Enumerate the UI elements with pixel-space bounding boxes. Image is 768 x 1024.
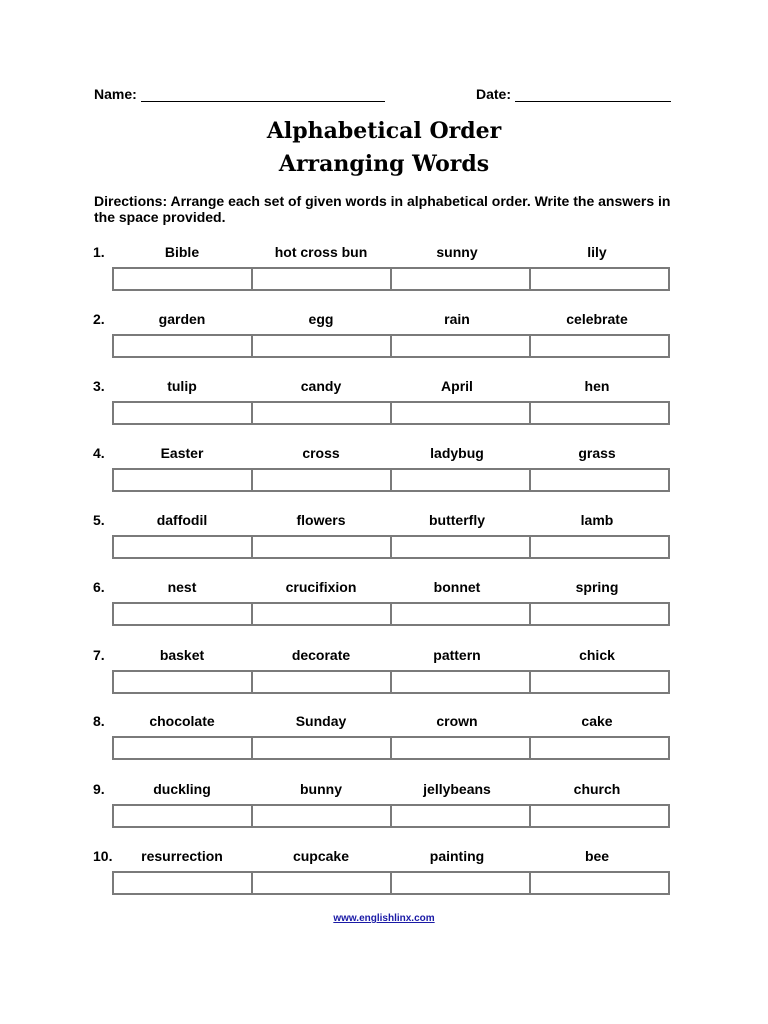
- exercise-item: [0, 713, 768, 773]
- given-word: decorate: [291, 647, 351, 663]
- exercise-number: 7.: [93, 647, 105, 663]
- given-word: candy: [300, 378, 342, 394]
- answer-box[interactable]: [390, 873, 529, 893]
- given-word: butterfly: [429, 512, 485, 528]
- given-word: painting: [429, 848, 485, 864]
- given-word: tulip: [167, 378, 197, 394]
- given-word: daffodil: [156, 512, 208, 528]
- given-word: Easter: [160, 445, 204, 461]
- answer-box[interactable]: [529, 470, 668, 490]
- answer-box[interactable]: [114, 336, 251, 356]
- answer-box[interactable]: [529, 873, 668, 893]
- worksheet-subtitle: Arranging Words: [278, 151, 490, 177]
- answer-box[interactable]: [114, 537, 251, 557]
- given-word: April: [441, 378, 473, 394]
- answer-box[interactable]: [529, 269, 668, 289]
- given-word: flowers: [296, 512, 346, 528]
- name-blank-line[interactable]: [141, 86, 385, 102]
- given-word: cake: [581, 713, 613, 729]
- exercise-item: [0, 378, 768, 438]
- answer-box[interactable]: [251, 269, 390, 289]
- answer-box[interactable]: [390, 604, 529, 624]
- given-word: lily: [587, 244, 607, 260]
- given-word: garden: [158, 311, 206, 327]
- given-word: grass: [578, 445, 616, 461]
- answer-box[interactable]: [390, 336, 529, 356]
- exercise-item: [0, 579, 768, 639]
- given-word: basket: [159, 647, 205, 663]
- exercise-number: 4.: [93, 445, 105, 461]
- date-field-block: [476, 86, 671, 102]
- exercise-item: [0, 512, 768, 572]
- name-label: Name:: [94, 86, 137, 102]
- answer-box[interactable]: [529, 537, 668, 557]
- answer-box[interactable]: [251, 537, 390, 557]
- exercise-number: 10.: [93, 848, 113, 864]
- answer-box[interactable]: [529, 336, 668, 356]
- exercise-number: 3.: [93, 378, 105, 394]
- answer-box[interactable]: [529, 672, 668, 692]
- given-word: crown: [436, 713, 478, 729]
- answer-box[interactable]: [390, 403, 529, 423]
- footer-link[interactable]: www.englishlinx.com: [333, 913, 435, 924]
- answer-box[interactable]: [251, 873, 390, 893]
- given-word: nest: [167, 579, 197, 595]
- answer-row: [112, 401, 670, 425]
- answer-box[interactable]: [390, 672, 529, 692]
- answer-box[interactable]: [251, 672, 390, 692]
- answer-box[interactable]: [251, 738, 390, 758]
- given-word: jellybeans: [423, 781, 491, 797]
- given-word: cupcake: [292, 848, 350, 864]
- given-word: pattern: [433, 647, 481, 663]
- answer-row: [112, 468, 670, 492]
- answer-box[interactable]: [251, 403, 390, 423]
- exercise-item: [0, 445, 768, 505]
- given-word: crucifixion: [285, 579, 357, 595]
- given-word: rain: [444, 311, 470, 327]
- answer-row: [112, 871, 670, 895]
- answer-box[interactable]: [529, 604, 668, 624]
- date-blank-line[interactable]: [515, 86, 671, 102]
- given-word: chocolate: [149, 713, 215, 729]
- answer-row: [112, 736, 670, 760]
- given-word: ladybug: [430, 445, 484, 461]
- answer-box[interactable]: [251, 604, 390, 624]
- exercise-item: [0, 244, 768, 304]
- given-word: resurrection: [141, 848, 223, 864]
- answer-box[interactable]: [251, 470, 390, 490]
- name-field-block: [94, 86, 385, 102]
- exercise-number: 8.: [93, 713, 105, 729]
- answer-row: [112, 535, 670, 559]
- given-word: Sunday: [295, 713, 347, 729]
- exercise-number: 2.: [93, 311, 105, 327]
- answer-box[interactable]: [529, 738, 668, 758]
- worksheet-title: Alphabetical Order: [266, 118, 502, 144]
- answer-box[interactable]: [114, 604, 251, 624]
- answer-box[interactable]: [114, 873, 251, 893]
- answer-box[interactable]: [114, 269, 251, 289]
- answer-box[interactable]: [390, 470, 529, 490]
- answer-row: [112, 804, 670, 828]
- given-word: church: [573, 781, 621, 797]
- answer-box[interactable]: [251, 336, 390, 356]
- answer-box[interactable]: [390, 537, 529, 557]
- exercise-item: [0, 311, 768, 371]
- exercise-item: [0, 781, 768, 841]
- exercise-item: [0, 647, 768, 707]
- answer-box[interactable]: [114, 470, 251, 490]
- exercise-number: 1.: [93, 244, 105, 260]
- given-word: bonnet: [433, 579, 481, 595]
- given-word: lamb: [580, 512, 614, 528]
- given-word: bunny: [300, 781, 342, 797]
- exercise-number: 5.: [93, 512, 105, 528]
- answer-box[interactable]: [529, 806, 668, 826]
- answer-box[interactable]: [114, 403, 251, 423]
- directions-text: Directions: Arrange each set of given words in alphabetical order. Write the answers in the space provided.: [94, 193, 671, 225]
- given-word: duckling: [153, 781, 211, 797]
- given-word: hen: [584, 378, 610, 394]
- answer-box[interactable]: [114, 806, 251, 826]
- given-word: bee: [584, 848, 610, 864]
- answer-box[interactable]: [114, 672, 251, 692]
- answer-box[interactable]: [390, 806, 529, 826]
- given-word: Bible: [164, 244, 200, 260]
- answer-box[interactable]: [390, 269, 529, 289]
- given-word: sunny: [436, 244, 478, 260]
- answer-row: [112, 670, 670, 694]
- date-label: Date:: [476, 86, 512, 102]
- answer-row: [112, 267, 670, 291]
- answer-row: [112, 602, 670, 626]
- given-word: celebrate: [566, 311, 628, 327]
- given-word: cross: [302, 445, 340, 461]
- exercise-item: [0, 848, 768, 908]
- given-word: chick: [579, 647, 615, 663]
- answer-row: [112, 334, 670, 358]
- given-word: hot cross bun: [274, 244, 368, 260]
- answer-box[interactable]: [114, 738, 251, 758]
- answer-box[interactable]: [251, 806, 390, 826]
- answer-box[interactable]: [529, 403, 668, 423]
- given-word: egg: [308, 311, 334, 327]
- exercise-number: 6.: [93, 579, 105, 595]
- exercise-number: 9.: [93, 781, 105, 797]
- given-word: spring: [575, 579, 619, 595]
- answer-box[interactable]: [390, 738, 529, 758]
